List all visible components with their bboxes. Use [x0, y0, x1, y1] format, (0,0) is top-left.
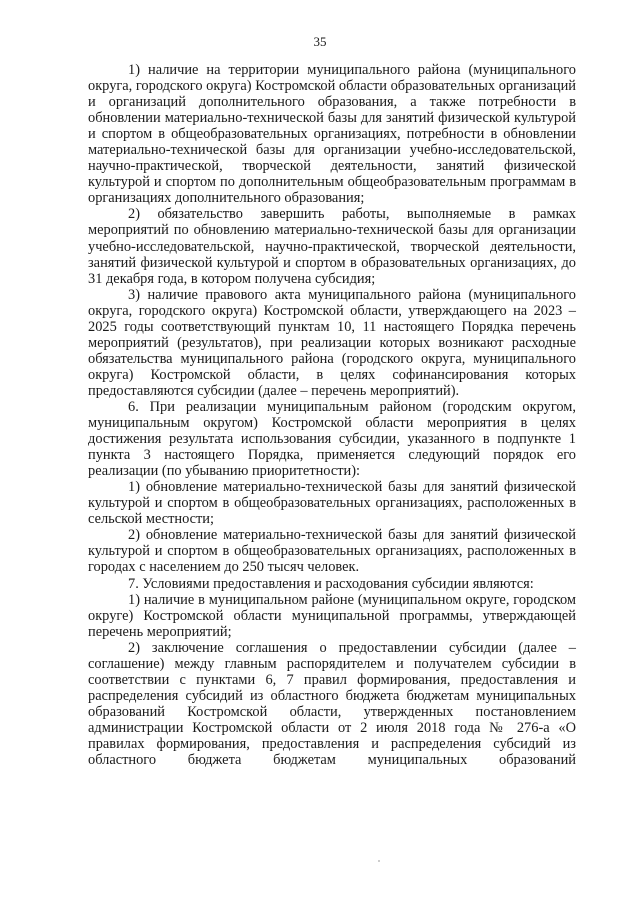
page-number: 35	[313, 34, 327, 49]
paragraph-priority-2: 2) обновление материально-технической базы для занятий физической культурой и спортом в общеобразовательных организациях, расположенных в городах с населением до 250 тысяч человек.	[88, 527, 576, 576]
paragraph-requirement-1: 1) наличие в муниципальном районе (муниципальном округе, городском округе) Костромской области муниципальной программы, утверждающей перечень мероприятий;	[88, 591, 576, 640]
paragraph-priority-1: 1) обновление материально-технической базы для занятий физической культурой и спортом в общеобразовательных организациях, расположенных в сельской местности;	[88, 479, 576, 528]
document-body	[88, 62, 576, 768]
paragraph-requirement-2: 2) заключение соглашения о предоставлении субсидии (далее – соглашение) между главным распорядителем и получателем субсидии в соответствии с пунктами 6, 7 правил формирования, предоставления и распределения субсидий из областного бюджета бюджетам муниципальных образований Костромской области, утвержденных постановлением администрации Костромской области от 2 июля 2018 года № 276-а «О правилах формирования, предоставления и распределения субсидий из областного бюджета бюджетам муниципальных образований	[88, 639, 576, 769]
paragraph-section-6: 6. При реализации муниципальным районом (городским округом, муниципальным округом) Костромской области мероприятия в целях достижения результата использования субсидии, указанного в подпункте 1 пункта 3 настоящего Порядка, применяется следующий порядок его реализации (по убыванию приоритетности):	[88, 398, 576, 480]
paragraph-section-7: 7. Условиями предоставления и расходования субсидии являются:	[128, 575, 534, 592]
paragraph-condition-1: 1) наличие на территории муниципального района (муниципального округа, городского округа) Костромской области образовательных организаций и организаций дополнительного образования, а также потребности в обновлении материально-технической базы для занятий физической культурой и спортом в общеобразовательных организациях, потребности в обновлении материально-технической базы для организации учебно-исследовательской, научно-практической, творческой деятельности, занятий физической культурой и спортом по дополнительным общеобразовательным программам в организациях дополнительного образования;	[88, 62, 576, 207]
paragraph-condition-3: 3) наличие правового акта муниципального района (муниципального округа, городского округа) Костромской области, утверждающего на 2023 – 2025 годы соответствующий пунктам 10, 11 настоящего Порядка перечень мероприятий (результатов), при реализации которых возникают расходные обязательства муниципального района (городского округа, муниципального округа) Костромской области, в целях софинансирования которых предоставляются субсидии (далее – перечень мероприятий).	[88, 286, 576, 399]
paragraph-condition-2: 2) обязательство завершить работы, выполняемые в рамках мероприятий по обновлению материально-технической базы для организации учебно-исследовательской, научно-практической, творческой деятельности, занятий физической культурой и спортом в образовательных организациях, до 31 декабря года, в котором получена субсидия;	[88, 206, 576, 287]
scan-speck	[378, 860, 380, 862]
